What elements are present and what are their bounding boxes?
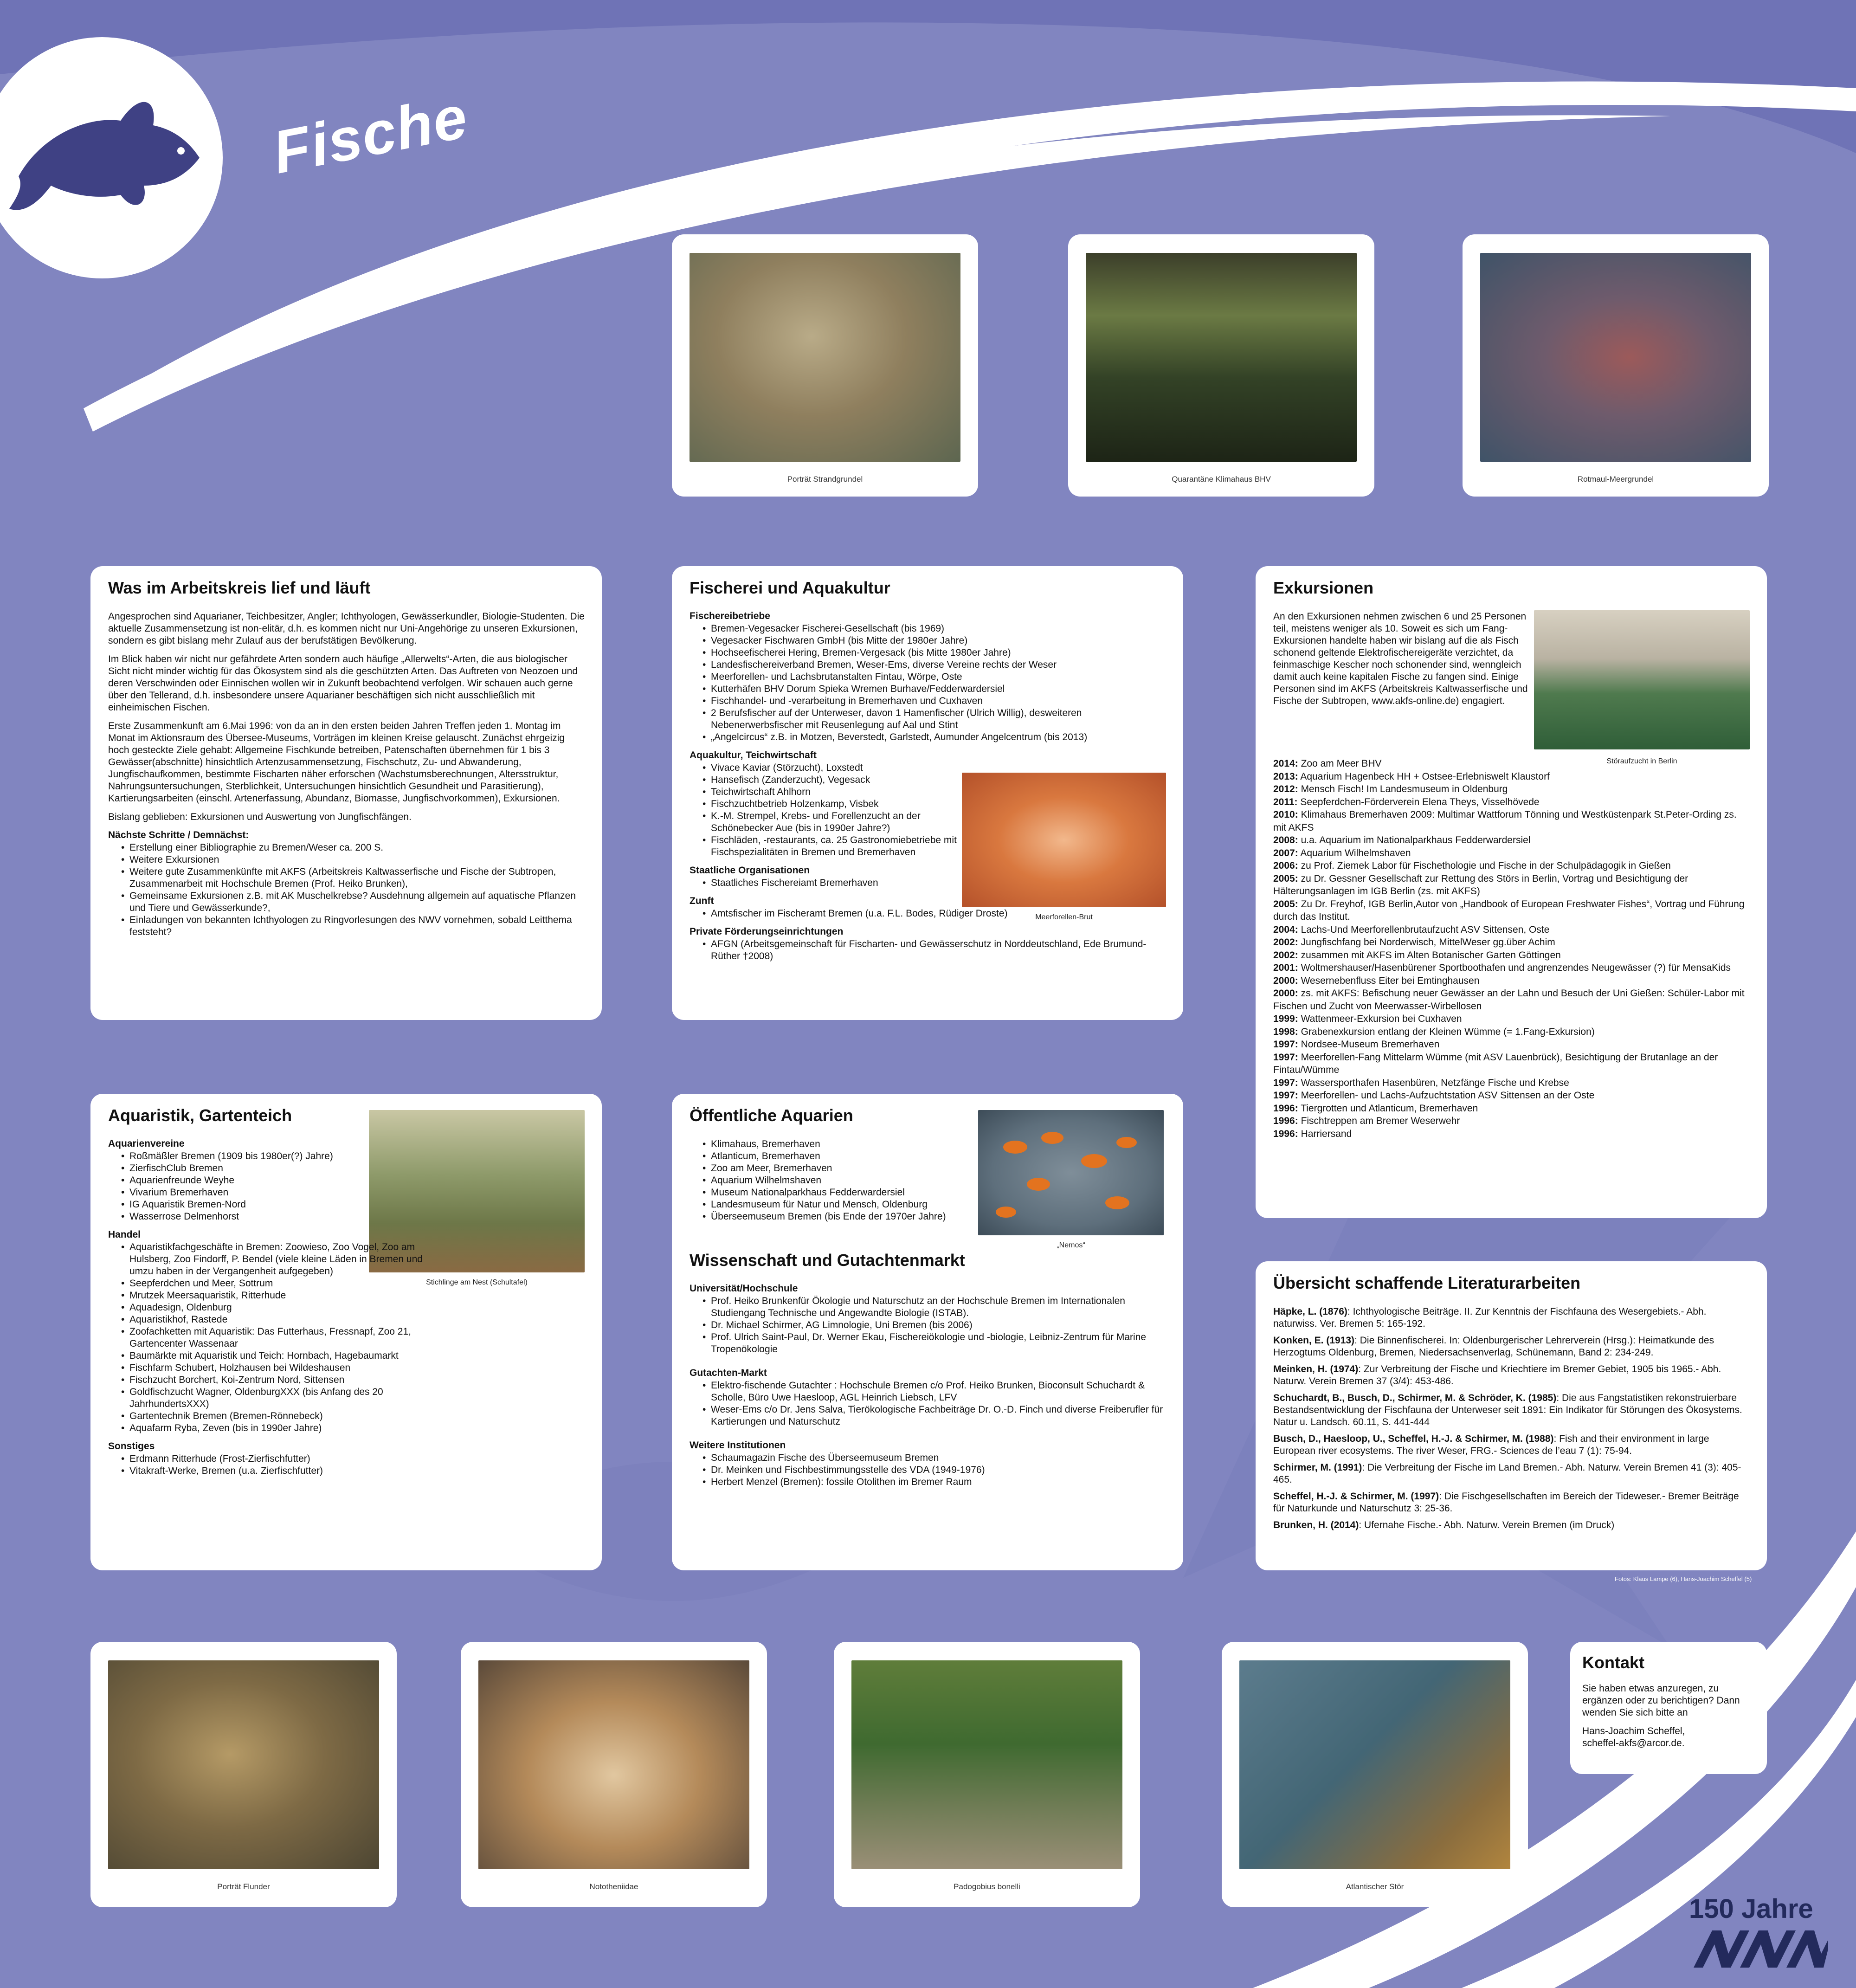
list-item: 2012: Mensch Fisch! Im Landesmuseum in Oldenburg [1273, 784, 1508, 794]
section-heading: Wissenschaft und Gutachtenmarkt [690, 1251, 965, 1270]
list-item: • Baumärkte mit Aquaristik und Teich: Hornbach, Hagebaumarkt [121, 1350, 446, 1362]
card-aquarien-wissenschaft [672, 1094, 1183, 1570]
list [690, 623, 1167, 743]
card-arbeitskreis [90, 566, 602, 1020]
list-item: • AFGN (Arbeitsgemeinschaft für Fischarten- und Gewässerschutz in Norddeutschland, Ede Brumund-Rüther †2008) [702, 938, 1167, 962]
section-heading: Aquaristik, Gartenteich [108, 1106, 292, 1125]
list-item: • Aquarium Wilhelmshaven [702, 1175, 990, 1187]
list-item: • Teichwirtschaft Ahlhorn [702, 786, 962, 798]
list-item: • Aquaristikhof, Rastede [121, 1314, 446, 1326]
paragraph: Bislang geblieben: Exkursionen und Auswertung von Jungfischfängen. [108, 812, 412, 822]
list-item: • Weser-Ems c/o Dr. Jens Salva, Tierökologische Fachbeiträge Dr. O.-D. Finch und diverse Freiberufler für Kartierungen und Naturschutz [702, 1404, 1167, 1428]
list-item: 1999: Wattenmeer-Exkursion bei Cuxhaven [1273, 1013, 1462, 1024]
list-item: • Aquarienfreunde Weyhe [121, 1175, 362, 1187]
list-item: 2008: u.a. Aquarium im Nationalparkhaus Fedderwardersiel [1273, 835, 1531, 846]
list-item: • Gartentechnik Bremen (Bremen-Rönnebeck) [121, 1410, 446, 1422]
paragraph: Angesprochen sind Aquarianer, Teichbesitzer, Angler; Ichthyologen, Gewässerkundler, Biologie-Studenten. Die aktuelle Zusammensetzung ist non-elitär, d.h. es kommen nicht nur Uni-Angehörige zu unseren Exkursionen, sondern es gibt bislang mehr Zulauf aus der berufstätigen Bevölkerung. [108, 611, 585, 646]
reference: Konken, E. (1913): Die Binnenfischerei. In: Oldenburgerischer Lehrerverein (Hrsg.): Heimatkunde des Herzogtums Oldenburg, Bremen, Niedersachsenverlag, Schünemann, Band 2: 234-249. [1273, 1335, 1714, 1358]
photo-card-quarantaene [1068, 234, 1374, 497]
list-item: • Einladungen von bekannten Ichthyologen zu Ringvorlesungen des NWV vornehmen, sobald Leitthema feststeht? [121, 914, 586, 938]
list-item: 2000: Wesernebenfluss Eiter bei Emtinghausen [1273, 975, 1480, 986]
list-item: 1997: Meerforellen- und Lachs-Aufzuchtstation ASV Sittensen an der Oste [1273, 1090, 1595, 1101]
list [690, 1452, 1167, 1488]
card-aquaristik [90, 1094, 602, 1570]
reference: Scheffel, H.-J. & Schirmer, M. (1997): Die Fischgesellschaften im Bereich der Tideweser.- Bremer Beiträge für Naturkunde und Naturschutz 3: 25-36. [1273, 1491, 1739, 1514]
list-item: • Seepferdchen und Meer, Sottrum [121, 1278, 446, 1290]
list-item: • Kutterhäfen BHV Dorum Spieka Wremen Burhave/Fedderwardersiel [702, 683, 1167, 695]
list [690, 762, 962, 858]
list-item: 1996: Harriersand [1273, 1128, 1352, 1139]
list-item: • Atlanticum, Bremerhaven [702, 1150, 990, 1162]
list-item: • Dr. Meinken und Fischbestimmungsstelle des VDA (1949-1976) [702, 1464, 1167, 1476]
reference: Brunken, H. (2014): Ufernahe Fische.- Abh. Naturw. Verein Bremen (im Druck) [1273, 1520, 1615, 1530]
photo-card-strandgrundel [672, 234, 978, 497]
photo-nototheniidae [478, 1660, 749, 1869]
reference: Schuchardt, B., Busch, D., Schirmer, M. & Schröder, K. (1985): Die aus Fangstatistiken rekonstruierbare Bestandsentwicklung der Fischfauna der Unterweser seit 1891: Ein Indikator für Störungen des Ökosystems. Natur u. Landsch. 60.11, S. 441-444 [1273, 1393, 1742, 1427]
subheading: Aquarienvereine [108, 1138, 185, 1149]
photo-caption: Quarantäne Klimahaus BHV [1172, 475, 1271, 484]
list-item: 2005: zu Dr. Gessner Gesellschaft zur Rettung des Störs in Berlin, Vortrag und Besichtigung der Hälterungsanlagen im IGB Berlin (zs. mit AKFS) [1273, 873, 1688, 897]
list-item: 2007: Aquarium Wilhelmshaven [1273, 847, 1411, 858]
list-item: 2000: zs. mit AKFS: Befischung neuer Gewässer an der Lahn und Besuch der Uni Gießen: Schüler-Labor mit Fischen und Zucht von Meerwasser-Wirbellosen [1273, 988, 1745, 1012]
subheading: Aquakultur, Teichwirtschaft [690, 750, 817, 761]
list-item: • Fischzuchtbetrieb Holzenkamp, Visbek [702, 798, 962, 810]
photo-caption: Rotmaul-Meergrundel [1577, 475, 1654, 484]
list-item: 2005: Zu Dr. Freyhof, IGB Berlin,Autor von „Handbook of European Freshwater Fishes“, Vortrag und Führung durch das Institut. [1273, 898, 1745, 922]
fish-icon [0, 37, 223, 278]
photo-caption: Nototheniidae [589, 1882, 638, 1891]
list [690, 1138, 990, 1223]
section-heading: Fischerei und Aquakultur [690, 578, 890, 597]
list [108, 1453, 586, 1477]
photo-flunder [108, 1660, 379, 1869]
list-item: 2001: Woltmershauser/Hasenbürener Sportboothafen und angrenzendes Neugewässer (?) für MensaKids [1273, 962, 1731, 973]
list-item: • Fischzucht Borchert, Koi-Zentrum Nord, Sittensen [121, 1374, 446, 1386]
section-heading: Exkursionen [1273, 578, 1374, 597]
list-item: • „Angelcircus“ z.B. in Motzen, Beverstedt, Garlstedt, Aumunder Angelcentrum (bis 2013) [702, 731, 1167, 743]
subheading: Gutachten-Markt [690, 1368, 767, 1378]
list-item: 2014: Zoo am Meer BHV [1273, 758, 1382, 769]
list-item: • Mrutzek Meersaquaristik, Ritterhude [121, 1290, 446, 1302]
list-item: • Hansefisch (Zanderzucht), Vegesack [702, 774, 962, 786]
list-item: • Schaumagazin Fische des Überseemuseum Bremen [702, 1452, 1167, 1464]
photo-caption: Stichlinge am Nest (Schultafel) [426, 1278, 528, 1286]
list-item: • Vivace Kaviar (Störzucht), Loxstedt [702, 762, 962, 774]
list-item: • Vegesacker Fischwaren GmbH (bis Mitte der 1980er Jahre) [702, 635, 1167, 647]
photo-nemos [978, 1110, 1164, 1235]
list-item: • Klimahaus, Bremerhaven [702, 1138, 990, 1150]
paragraph: An den Exkursionen nehmen zwischen 6 und 25 Personen teil, meistens weniger als 10. Soweit es sich um Fang-Exkursionen handelte haben wir bislang auf die als Fisch schonend geltende Elektrofischereigeräte verzichtet, da feinmaschige Kescher noch schonender sind, wenngleich damit auch keine kapitalen Fische zu fangen sind. Einige Personen sind im AKFS (Arbeitskreis Kaltwasserfische und Fische der Subtropen, www.akfs-online.de) engagiert. [1273, 611, 1528, 706]
list-item: • Aquaristikfachgeschäfte in Bremen: Zoowieso, Zoo Vogel, Zoo am Hulsberg, Zoo Findorff, P. Bendel (viele kleine Läden in Bremen und umzu haben in der Vergangenheit aufgegeben) [121, 1241, 446, 1278]
list-item: • Fischhandel- und -verarbeitung in Bremerhaven und Cuxhaven [702, 695, 1167, 707]
photo-card-rotmaul [1463, 234, 1769, 497]
paragraph: Sie haben etwas anzuregen, zu ergänzen oder zu berichtigen? Dann wenden Sie sich bitte an [1582, 1683, 1740, 1718]
list-item: 1996: Fischtreppen am Bremer Weserwehr [1273, 1116, 1460, 1126]
list-item: • IG Aquaristik Bremen-Nord [121, 1199, 362, 1211]
card-literatur [1256, 1261, 1767, 1570]
list-item: • Prof. Heiko Brunkenfür Ökologie und Naturschutz an der Hochschule Bremen im Internationalen Studiengang Technische und Angewandte Biologie (ISTAB). [702, 1295, 1167, 1319]
photo-caption: Atlantischer Stör [1346, 1882, 1404, 1891]
list-item: 2002: zusammen mit AKFS im Alten Botanischer Garten Göttingen [1273, 949, 1561, 961]
list-item: 2002: Jungfischfang bei Norderwisch, MittelWeser gg.über Achim [1273, 937, 1555, 948]
photo-card-flunder [90, 1642, 397, 1907]
list-item: • Dr. Michael Schirmer, AG Limnologie, Uni Bremen (bis 2006) [702, 1319, 1167, 1331]
list-item: • Erstellung einer Bibliographie zu Bremen/Weser ca. 200 S. [121, 842, 586, 854]
list-item: 2010: Klimahaus Bremerhaven 2009: Multimar Wattforum Tönning und Westküstenpark St.Peter-Ording zs. mit AKFS [1273, 809, 1737, 833]
list-item: • Weitere gute Zusammenkünfte mit AKFS (Arbeitskreis Kaltwasserfische und Fische der Subtropen, Zusammenarbeit mit Hochschule Bremen (Prof. Heiko Brunken), [121, 866, 586, 890]
subheading: Zunft [690, 896, 714, 906]
list-item: • Amtsfischer im Fischeramt Bremen (u.a. F.L. Bodes, Rüdiger Droste) [702, 908, 1167, 920]
list-item: • Bremen-Vegesacker Fischerei-Gesellschaft (bis 1969) [702, 623, 1167, 635]
list-item: • Fischläden, -restaurants, ca. 25 Gastronomiebetriebe mit Fischspezialitäten in Bremen und Bremerhaven [702, 834, 962, 858]
photo-stoeraufzucht [1534, 610, 1750, 749]
photo-caption: Störaufzucht in Berlin [1606, 757, 1677, 765]
list [690, 938, 1167, 962]
next-steps-list [108, 842, 586, 938]
list-item: • Landesmuseum für Natur und Mensch, Oldenburg [702, 1199, 990, 1211]
list-item: • Roßmäßler Bremen (1909 bis 1980er(?) Jahre) [121, 1150, 362, 1162]
list-item: • Landesfischereiverband Bremen, Weser-Ems, diverse Vereine rechts der Weser [702, 659, 1167, 671]
photo-caption: Padogobius bonelli [954, 1882, 1020, 1891]
paragraph: Erste Zusammenkunft am 6.Mai 1996: von da an in den ersten beiden Jahren Treffen jeden 1. Montag im Monat im Aktionsraum des Übersee-Museums, Vorträgen im kleinen Kreise gelauscht. Zunächst ehrgeizig hoch gesteckte Ziele gehabt: Allgemeine Fischkunde betreiben, Patenschaften übernehmen für 1 bis 3 Gewässer(abschnitte) hinsichtlich Artenzusammensetzung, Fischschutz, Zu- und Abwanderung, Jungfischaufkommen, bestimmte Fischarten näher erforschen (Wachstumsberechnungen, Altersstruktur, Nahrungsuntersuchungen, Sterblichkeit, Untersuchungen hinsichtlich Gesundheit und Parasitierung), Kartierungsarbeiten (einschl. Artenerfassung, Abundanz, Biomasse, Jungfischvorkommen), Exkursionen. [108, 721, 565, 804]
section-heading: Kontakt [1582, 1653, 1644, 1672]
list-item: 2006: zu Prof. Ziemek Labor für Fischethologie und Fische in der Schulpädagogik in Gießen [1273, 860, 1671, 871]
photo-caption: Porträt Strandgrundel [787, 475, 863, 484]
photo-credit: Fotos: Klaus Lampe (6), Hans-Joachim Scheffel (5) [1615, 1575, 1752, 1582]
contact-email[interactable]: scheffel-akfs@arcor.de. [1582, 1738, 1685, 1749]
page-title: Fische [267, 82, 473, 187]
subheading: Staatliche Organisationen [690, 865, 810, 876]
list-item: 1997: Nordsee-Museum Bremerhaven [1273, 1039, 1440, 1050]
excursion-list [1273, 757, 1751, 1140]
list-item: 1998: Grabenexkursion entlang der Kleinen Wümme (= 1.Fang-Exkursion) [1273, 1026, 1595, 1037]
clownfish-icon [978, 1110, 1164, 1235]
photo-card-padogobius [834, 1642, 1140, 1907]
photo-rotmaul [1480, 253, 1751, 462]
subheading: Fischereibetriebe [690, 611, 770, 621]
photo-quarantaene [1086, 253, 1357, 462]
subheading: Private Förderungseinrichtungen [690, 926, 844, 937]
contact-name: Hans-Joachim Scheffel, [1582, 1726, 1685, 1736]
list-item: 1997: Wassersporthafen Hasenbüren, Netzfänge Fische und Krebse [1273, 1077, 1569, 1088]
list-item: • Goldfischzucht Wagner, OldenburgXXX (bis Anfang des 20 JahrhundertsXXX) [121, 1386, 446, 1410]
card-fischerei [672, 566, 1183, 1020]
list-item: • Museum Nationalparkhaus Fedderwardersiel [702, 1187, 990, 1199]
nwv-logo [1694, 1926, 1833, 1972]
list-item: 1996: Tiergrotten und Atlanticum, Bremerhaven [1273, 1103, 1478, 1114]
list [108, 1150, 362, 1223]
list-item: • Vivarium Bremerhaven [121, 1187, 362, 1199]
list-item: • Aquafarm Ryba, Zeven (bis in 1990er Jahre) [121, 1422, 446, 1434]
list [690, 1295, 1167, 1355]
list [108, 1241, 446, 1434]
list-item: • Überseemuseum Bremen (bis Ende der 1970er Jahre) [702, 1211, 990, 1223]
list-item: • Herbert Menzel (Bremen): fossile Otolithen im Bremer Raum [702, 1476, 1167, 1488]
list-item: 2011: Seepferdchen-Förderverein Elena Theys, Visselhövede [1273, 796, 1540, 807]
photo-caption: Meerforellen-Brut [1035, 913, 1093, 921]
card-exkursionen [1256, 566, 1767, 1218]
photo-card-nototheniidae [461, 1642, 767, 1907]
list-item: • Meerforellen- und Lachsbrutanstalten Fintau, Wörpe, Oste [702, 671, 1167, 683]
card-kontakt [1570, 1642, 1767, 1774]
list-item: 2013: Aquarium Hagenbeck HH + Ostsee-Erlebniswelt Klaustorf [1273, 771, 1550, 782]
paragraph: Im Blick haben wir nicht nur gefährdete Arten sondern auch häufige „Allerwelts“-Arten, die aus biologischer Sicht nicht minder wichtig für das Ökosystem sind als die geschützten Arten. Das Auftreten von Neozoen und deren Verschwinden oder Einnischen wollen wir in Zukunft beobachtend verfolgen. Wir schauen auch gerne über den Tellerand, d.h. insbesondere unsere Aquarianer beschäftigen sich nicht ausschließlich mit einheimischen Fischen. [108, 654, 578, 713]
list-item: • Weitere Exkursionen [121, 854, 586, 866]
section-heading: Was im Arbeitskreis lief und läuft [108, 578, 371, 597]
list-item: • Staatliches Fischereiamt Bremerhaven [702, 877, 1167, 889]
list-item: • K.-M. Strempel, Krebs- und Forellenzucht an der Schönebecker Aue (bis in 1990er Jahre?) [702, 810, 962, 834]
list-item: • Zoo am Meer, Bremerhaven [702, 1162, 990, 1175]
subheading: Nächste Schritte / Demnächst: [108, 830, 249, 840]
reference: Häpke, L. (1876): Ichthyologische Beiträge. II. Zur Kenntnis der Fischfauna des Wesergebiets.- Abh. naturwiss. Ver. Bremen 5: 165-192. [1273, 1306, 1707, 1329]
list-item: 1997: Meerforellen-Fang Mittelarm Wümme (mit ASV Lauenbrück), Besichtigung der Brutanlage an der Fintau/Wümme [1273, 1052, 1718, 1075]
list-item: • 2 Berufsfischer auf der Unterweser, davon 1 Hamenfischer (Ulrich Willig), desweiteren Nebenerwerbsfischer mit Reusenlegung auf Aal und Stint [702, 707, 1167, 731]
list-item: • Aquadesign, Oldenburg [121, 1302, 446, 1314]
subheading: Universität/Hochschule [690, 1283, 798, 1294]
photo-meerforellen-brut [962, 773, 1166, 907]
anniversary-label: 150 Jahre [1689, 1894, 1813, 1924]
subheading: Weitere Institutionen [690, 1440, 786, 1451]
photo-stoer [1239, 1660, 1510, 1869]
photo-caption: „Nemos“ [1057, 1241, 1085, 1249]
section-heading: Übersicht schaffende Literaturarbeiten [1273, 1273, 1581, 1292]
list-item: • Zoofachketten mit Aquaristik: Das Futterhaus, Fressnapf, Zoo 21, Gartencenter Wassenaar [121, 1326, 446, 1350]
reference: Busch, D., Haesloop, U., Scheffel, H.-J. & Schirmer, M. (1988): Fish and their environment in large European river ecosystems. The river Weser, FRG.- Sciences de l’eau 7 (1): 75-94. [1273, 1433, 1709, 1456]
list-item: • Wasserrose Delmenhorst [121, 1211, 362, 1223]
reference: Schirmer, M. (1991): Die Verbreitung der Fische im Land Bremen.- Abh. Naturw. Verein Bremen 41 (3): 405-465. [1273, 1462, 1741, 1485]
list [690, 1380, 1167, 1428]
list-item: • Hochseefischerei Hering, Bremen-Vergesack (bis Mitte 1980er Jahre) [702, 647, 1167, 659]
photo-caption: Porträt Flunder [217, 1882, 270, 1891]
list-item: • Vitakraft-Werke, Bremen (u.a. Zierfischfutter) [121, 1465, 586, 1477]
subheading: Handel [108, 1229, 141, 1240]
list-item: • ZierfischClub Bremen [121, 1162, 362, 1175]
reference: Meinken, H. (1974): Zur Verbreitung der Fische und Kriechtiere im Bremer Gebiet, 1905 bis 1965.- Abh. Naturw. Verein Bremen 37 (3/4): 453-486. [1273, 1364, 1721, 1387]
list-item: • Gemeinsame Exkursionen z.B. mit AK Muschelkrebse? Ausdehnung allgemein auf aquatische Pflanzen und Tiere und Gewässerkunde?, [121, 890, 586, 914]
list-item: • Elektro-fischende Gutachter : Hochschule Bremen c/o Prof. Heiko Brunken, Bioconsult Schuchardt & Scholle, Büro Uwe Haesloop, AGL Heinrich Liebsch, LFV [702, 1380, 1167, 1404]
logo-circle [0, 37, 223, 278]
photo-strandgrundel [690, 253, 960, 462]
section-heading: Öffentliche Aquarien [690, 1106, 853, 1125]
list-item: • Erdmann Ritterhude (Frost-Zierfischfutter) [121, 1453, 586, 1465]
list-item: • Fischfarm Schubert, Holzhausen bei Wildeshausen [121, 1362, 446, 1374]
list-item: 2004: Lachs-Und Meerforellenbrutaufzucht ASV Sittensen, Oste [1273, 924, 1550, 935]
photo-card-stoer [1222, 1642, 1528, 1907]
list-item: • Prof. Ulrich Saint-Paul, Dr. Werner Ekau, Fischereiökologie und -biologie, Leibniz-Zentrum für Marine Tropenökologie [702, 1331, 1167, 1355]
subheading: Sonstiges [108, 1441, 155, 1452]
photo-padogobius [851, 1660, 1122, 1869]
